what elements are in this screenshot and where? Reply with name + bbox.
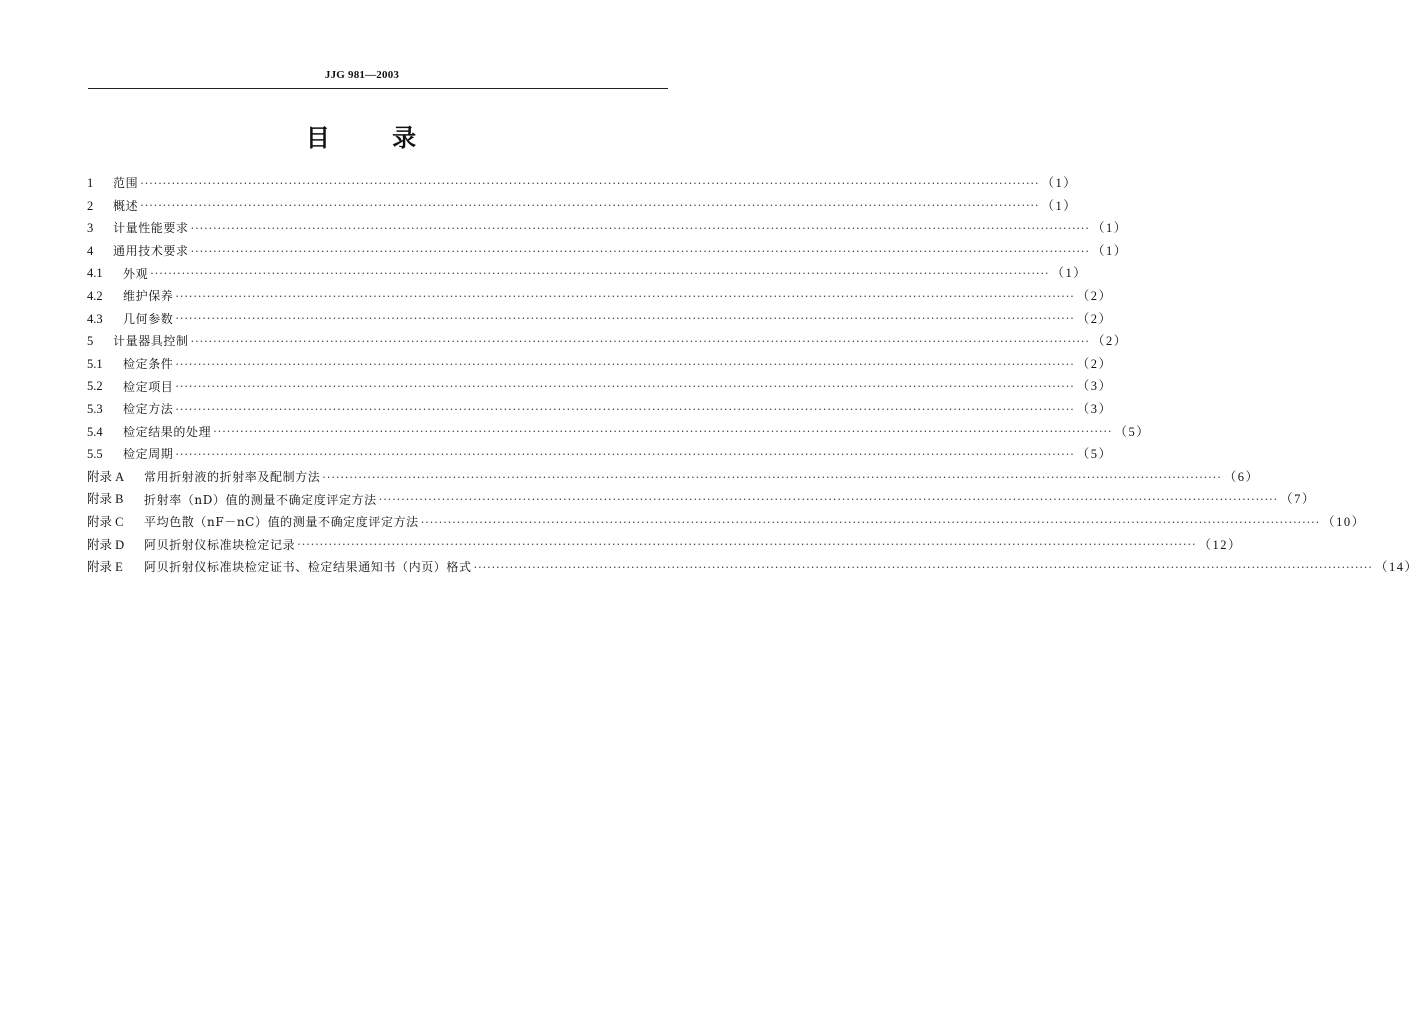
toc-entry-number: 4.3 — [87, 311, 103, 326]
toc-entry-number: 附录 E — [87, 560, 123, 575]
toc-entry-number: 4.2 — [87, 289, 103, 304]
toc-entry-title: 几何参数 — [123, 311, 174, 326]
toc-entry-title: 检定周期 — [123, 447, 174, 462]
toc-leader-dots: ········································································································································································································ — [378, 493, 1279, 507]
toc-entry-number: 5.1 — [87, 356, 103, 371]
toc-entry-title: 外观 — [123, 266, 149, 281]
toc-entry[interactable] — [87, 534, 1243, 557]
toc-entry-page: （1） — [1041, 176, 1078, 191]
toc-entry-number: 4.1 — [87, 266, 103, 281]
toc-entry-page: （7） — [1280, 492, 1316, 507]
toc-entry-page: （5） — [1076, 447, 1113, 462]
toc-leader-dots: ········································································································································································································ — [150, 267, 1050, 281]
toc-entry[interactable] — [87, 421, 1151, 444]
toc-entry-title: 阿贝折射仪标准块检定记录 — [144, 537, 296, 552]
toc-entry[interactable] — [87, 511, 1366, 534]
toc-entry-number: 附录 B — [87, 492, 124, 507]
toc-entry-title: 检定条件 — [123, 357, 174, 372]
toc-leader-dots: ········································································································································································································ — [420, 515, 1321, 529]
toc-entry-title: 范围 — [113, 176, 139, 191]
toc-leader-dots: ········································································································································································································ — [297, 538, 1197, 552]
toc-entry[interactable] — [87, 195, 1078, 218]
toc-entry[interactable] — [87, 217, 1128, 240]
toc-leader-dots: ········································································································································································································ — [175, 357, 1075, 371]
toc-entry[interactable] — [87, 466, 1260, 489]
toc-entry-page: （14） — [1374, 560, 1418, 575]
table-of-contents — [87, 172, 1418, 579]
toc-entry-page: （10） — [1322, 514, 1366, 529]
toc-leader-dots: ········································································································································································································ — [190, 221, 1090, 235]
toc-entry[interactable] — [87, 375, 1113, 398]
toc-entry-title: 检定方法 — [123, 402, 174, 417]
toc-entry-number: 3 — [87, 221, 94, 236]
toc-leader-dots: ········································································································································································································ — [213, 425, 1113, 439]
toc-entry-title: 平均色散（nF－nC）值的测量不确定度评定方法 — [144, 515, 419, 530]
toc-entry-page: （12） — [1198, 537, 1243, 552]
toc-entry[interactable] — [87, 353, 1113, 376]
toc-entry-page: （1） — [1051, 266, 1088, 281]
toc-entry-title: 检定项目 — [123, 379, 174, 394]
toc-entry[interactable] — [87, 443, 1113, 466]
toc-entry-page: （1） — [1091, 243, 1128, 258]
toc-entry-page: （2） — [1091, 334, 1128, 349]
toc-entry-title: 阿贝折射仪标准块检定证书、检定结果通知书（内页）格式 — [144, 560, 472, 575]
toc-entry[interactable] — [87, 556, 1418, 579]
toc-entry-title: 通用技术要求 — [113, 244, 189, 259]
toc-entry-title: 计量器具控制 — [113, 334, 189, 349]
toc-leader-dots: ········································································································································································································ — [175, 402, 1075, 416]
toc-leader-dots: ········································································································································································································ — [140, 199, 1040, 213]
toc-entry[interactable] — [87, 308, 1113, 331]
toc-entry-number: 1 — [87, 176, 94, 191]
toc-entry-number: 5.3 — [87, 401, 103, 416]
toc-entry-title: 概述 — [113, 198, 139, 213]
toc-entry[interactable] — [87, 240, 1128, 263]
toc-entry-number: 5.5 — [87, 447, 103, 462]
toc-entry[interactable] — [87, 398, 1113, 421]
toc-entry[interactable] — [87, 488, 1316, 511]
toc-leader-dots: ········································································································································································································ — [190, 334, 1090, 348]
toc-entry-page: （3） — [1076, 379, 1113, 394]
toc-entry-number: 附录 A — [87, 469, 125, 484]
toc-leader-dots: ········································································································································································································ — [175, 447, 1075, 461]
toc-leader-dots: ········································································································································································································ — [175, 380, 1075, 394]
toc-entry-title: 计量性能要求 — [113, 221, 189, 236]
document-code-header: JJG 981—2003 — [324, 69, 400, 81]
toc-leader-dots: ········································································································································································································ — [473, 560, 1373, 574]
toc-entry-title: 维护保养 — [123, 289, 174, 304]
toc-entry-page: （2） — [1076, 289, 1113, 304]
toc-entry-number: 4 — [87, 243, 94, 258]
toc-leader-dots: ········································································································································································································ — [175, 312, 1075, 326]
toc-entry-number: 5.4 — [87, 424, 103, 439]
toc-entry-number: 5 — [87, 334, 94, 349]
toc-entry-page: （1） — [1091, 221, 1128, 236]
toc-leader-dots: ········································································································································································································ — [190, 244, 1090, 258]
toc-entry-number: 附录 C — [87, 514, 124, 529]
toc-entry-page: （5） — [1114, 424, 1151, 439]
toc-entry-page: （6） — [1223, 469, 1260, 484]
toc-entry-page: （3） — [1076, 401, 1113, 416]
toc-entry[interactable] — [87, 330, 1128, 353]
toc-entry-page: （2） — [1076, 356, 1113, 371]
toc-entry-title: 常用折射液的折射率及配制方法 — [144, 470, 321, 485]
toc-entry-page: （1） — [1041, 198, 1078, 213]
toc-leader-dots: ········································································································································································································ — [140, 176, 1040, 190]
toc-entry-title: 折射率（nD）值的测量不确定度评定方法 — [144, 492, 377, 507]
toc-leader-dots: ········································································································································································································ — [175, 289, 1075, 303]
toc-entry-number: 5.2 — [87, 379, 103, 394]
toc-entry[interactable] — [87, 172, 1078, 195]
toc-leader-dots: ········································································································································································································ — [322, 470, 1222, 484]
page-title: 目 录 — [305, 124, 419, 152]
toc-entry[interactable] — [87, 285, 1113, 308]
toc-entry[interactable] — [87, 262, 1088, 285]
header-rule — [88, 88, 668, 89]
toc-entry-number: 附录 D — [87, 537, 125, 552]
toc-entry-page: （2） — [1076, 311, 1113, 326]
toc-entry-number: 2 — [87, 198, 94, 213]
toc-entry-title: 检定结果的处理 — [123, 424, 212, 439]
